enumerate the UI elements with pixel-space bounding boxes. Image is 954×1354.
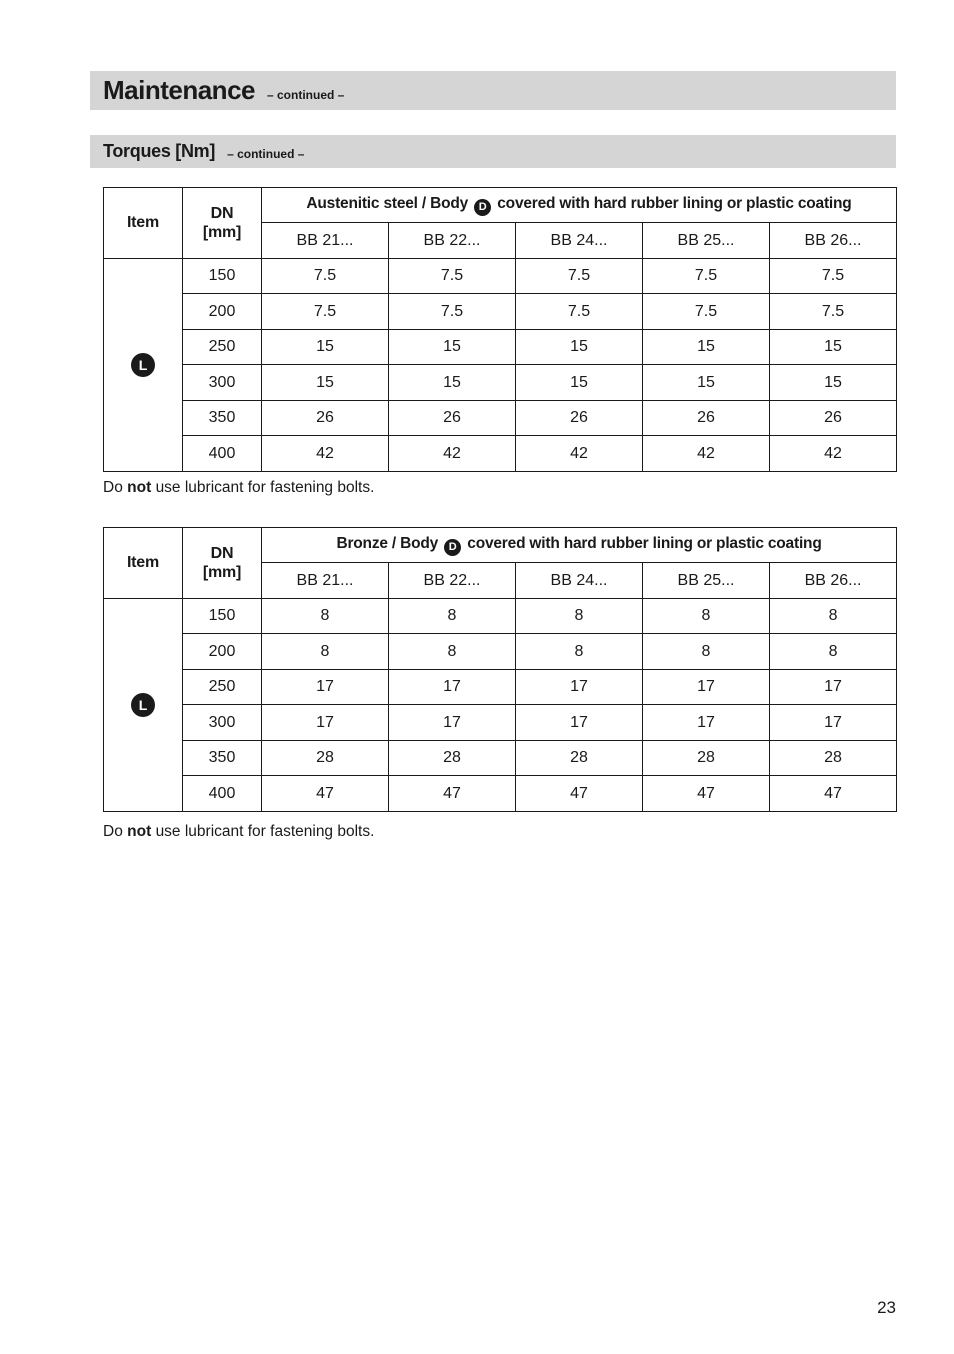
torque-value-cell: 7.5 bbox=[643, 258, 770, 294]
column-header-type: BB 21... bbox=[262, 563, 389, 599]
torque-value-cell: 28 bbox=[643, 740, 770, 776]
torque-value-cell: 8 bbox=[643, 598, 770, 634]
torque-value-cell: 42 bbox=[516, 436, 643, 472]
table-row bbox=[104, 705, 897, 741]
torque-value-cell: 17 bbox=[389, 669, 516, 705]
torque-value-cell: 17 bbox=[389, 705, 516, 741]
torque-value-cell: 17 bbox=[643, 669, 770, 705]
torque-table bbox=[103, 187, 897, 472]
column-header-dn bbox=[183, 188, 262, 259]
item-marker-icon: L bbox=[131, 353, 155, 377]
page-title-continued: – continued – bbox=[267, 87, 345, 102]
body-marker-icon: D bbox=[474, 199, 491, 216]
material-description: covered with hard rubber lining or plastic coating bbox=[497, 194, 852, 212]
torque-value-cell: 7.5 bbox=[262, 294, 389, 330]
torque-value-cell: 8 bbox=[389, 598, 516, 634]
table-row bbox=[104, 329, 897, 365]
column-header-type: BB 24... bbox=[516, 563, 643, 599]
table-row bbox=[104, 365, 897, 401]
torque-value-cell: 7.5 bbox=[516, 294, 643, 330]
torque-value-cell: 26 bbox=[516, 400, 643, 436]
torque-value-cell: 42 bbox=[262, 436, 389, 472]
note-text-end: use lubricant for fastening bolts. bbox=[155, 479, 375, 496]
column-header-type: BB 21... bbox=[262, 223, 389, 259]
table-row bbox=[104, 258, 897, 294]
torque-value-cell: 17 bbox=[262, 669, 389, 705]
torque-value-cell: 7.5 bbox=[389, 294, 516, 330]
torque-value-cell: 15 bbox=[516, 329, 643, 365]
torque-value-cell: 17 bbox=[516, 705, 643, 741]
torque-value-cell: 15 bbox=[262, 365, 389, 401]
dn-cell: 350 bbox=[183, 740, 262, 776]
torque-value-cell: 17 bbox=[516, 669, 643, 705]
torque-value-cell: 17 bbox=[262, 705, 389, 741]
column-header-dn-unit: [mm] bbox=[202, 223, 242, 241]
torque-value-cell: 26 bbox=[770, 400, 897, 436]
table-row bbox=[104, 400, 897, 436]
note-emphasis: not bbox=[127, 823, 152, 840]
torque-value-cell: 26 bbox=[389, 400, 516, 436]
torque-value-cell: 8 bbox=[389, 634, 516, 670]
column-header-item: Item bbox=[104, 528, 183, 599]
table-row bbox=[104, 740, 897, 776]
torques-section-bar bbox=[90, 135, 896, 168]
torque-value-cell: 17 bbox=[770, 705, 897, 741]
note-text-start: Do bbox=[103, 823, 123, 840]
torque-table bbox=[103, 527, 897, 812]
column-header-type: BB 22... bbox=[389, 563, 516, 599]
column-header-item: Item bbox=[104, 188, 183, 259]
torque-value-cell: 26 bbox=[643, 400, 770, 436]
material-header bbox=[262, 188, 897, 223]
note-text-end: use lubricant for fastening bolts. bbox=[155, 823, 375, 840]
dn-cell: 300 bbox=[183, 705, 262, 741]
torque-value-cell: 15 bbox=[262, 329, 389, 365]
torque-value-cell: 8 bbox=[516, 598, 643, 634]
dn-cell: 400 bbox=[183, 436, 262, 472]
table-row bbox=[104, 598, 897, 634]
material-description: covered with hard rubber lining or plastic coating bbox=[467, 534, 822, 552]
torque-value-cell: 15 bbox=[770, 329, 897, 365]
table-row bbox=[104, 436, 897, 472]
column-header-dn-label: DN bbox=[210, 204, 234, 222]
page-number: 23 bbox=[877, 1298, 896, 1317]
body-marker-icon: D bbox=[444, 539, 461, 556]
dn-cell: 200 bbox=[183, 294, 262, 330]
torque-value-cell: 28 bbox=[770, 740, 897, 776]
column-header-type: BB 26... bbox=[770, 563, 897, 599]
column-header-dn bbox=[183, 528, 262, 599]
table-row bbox=[104, 634, 897, 670]
column-header-type: BB 26... bbox=[770, 223, 897, 259]
torque-value-cell: 8 bbox=[643, 634, 770, 670]
item-cell bbox=[104, 258, 183, 471]
torque-value-cell: 28 bbox=[262, 740, 389, 776]
material-title: Bronze / Body bbox=[336, 534, 439, 552]
torque-value-cell: 7.5 bbox=[262, 258, 389, 294]
torque-value-cell: 8 bbox=[770, 634, 897, 670]
column-header-type: BB 22... bbox=[389, 223, 516, 259]
lubricant-note bbox=[103, 823, 374, 841]
dn-cell: 200 bbox=[183, 634, 262, 670]
maintenance-header-bar bbox=[90, 71, 896, 110]
torque-value-cell: 47 bbox=[770, 776, 897, 812]
torque-value-cell: 8 bbox=[516, 634, 643, 670]
torque-value-cell: 15 bbox=[389, 329, 516, 365]
dn-cell: 300 bbox=[183, 365, 262, 401]
torque-value-cell: 7.5 bbox=[389, 258, 516, 294]
column-header-type: BB 24... bbox=[516, 223, 643, 259]
note-text-start: Do bbox=[103, 479, 123, 496]
torque-value-cell: 7.5 bbox=[516, 258, 643, 294]
note-emphasis: not bbox=[127, 479, 152, 496]
torque-value-cell: 15 bbox=[516, 365, 643, 401]
column-header-type: BB 25... bbox=[643, 563, 770, 599]
torque-value-cell: 15 bbox=[643, 365, 770, 401]
torque-value-cell: 42 bbox=[643, 436, 770, 472]
torque-value-cell: 15 bbox=[389, 365, 516, 401]
torque-value-cell: 47 bbox=[516, 776, 643, 812]
dn-cell: 150 bbox=[183, 598, 262, 634]
torque-value-cell: 42 bbox=[770, 436, 897, 472]
torque-value-cell: 26 bbox=[262, 400, 389, 436]
table-row bbox=[104, 776, 897, 812]
torque-value-cell: 47 bbox=[262, 776, 389, 812]
torque-value-cell: 17 bbox=[643, 705, 770, 741]
dn-cell: 400 bbox=[183, 776, 262, 812]
torque-value-cell: 7.5 bbox=[770, 294, 897, 330]
page-title: Maintenance bbox=[103, 75, 255, 105]
item-marker-icon: L bbox=[131, 693, 155, 717]
dn-cell: 250 bbox=[183, 669, 262, 705]
torque-value-cell: 8 bbox=[770, 598, 897, 634]
dn-cell: 150 bbox=[183, 258, 262, 294]
torque-value-cell: 7.5 bbox=[770, 258, 897, 294]
dn-cell: 250 bbox=[183, 329, 262, 365]
torque-value-cell: 47 bbox=[643, 776, 770, 812]
torque-value-cell: 8 bbox=[262, 598, 389, 634]
torque-value-cell: 47 bbox=[389, 776, 516, 812]
material-title: Austenitic steel / Body bbox=[306, 194, 469, 212]
table-row bbox=[104, 294, 897, 330]
torque-value-cell: 42 bbox=[389, 436, 516, 472]
section-title: Torques [Nm] bbox=[103, 141, 216, 161]
torque-value-cell: 8 bbox=[262, 634, 389, 670]
torque-value-cell: 28 bbox=[516, 740, 643, 776]
column-header-dn-label: DN bbox=[210, 544, 234, 562]
torque-value-cell: 15 bbox=[770, 365, 897, 401]
torque-value-cell: 17 bbox=[770, 669, 897, 705]
torque-value-cell: 28 bbox=[389, 740, 516, 776]
column-header-type: BB 25... bbox=[643, 223, 770, 259]
lubricant-note bbox=[103, 479, 374, 497]
item-cell bbox=[104, 598, 183, 811]
torque-value-cell: 15 bbox=[643, 329, 770, 365]
dn-cell: 350 bbox=[183, 400, 262, 436]
column-header-dn-unit: [mm] bbox=[202, 563, 242, 581]
section-title-continued: – continued – bbox=[227, 146, 305, 161]
material-header bbox=[262, 528, 897, 563]
table-row bbox=[104, 669, 897, 705]
torque-value-cell: 7.5 bbox=[643, 294, 770, 330]
